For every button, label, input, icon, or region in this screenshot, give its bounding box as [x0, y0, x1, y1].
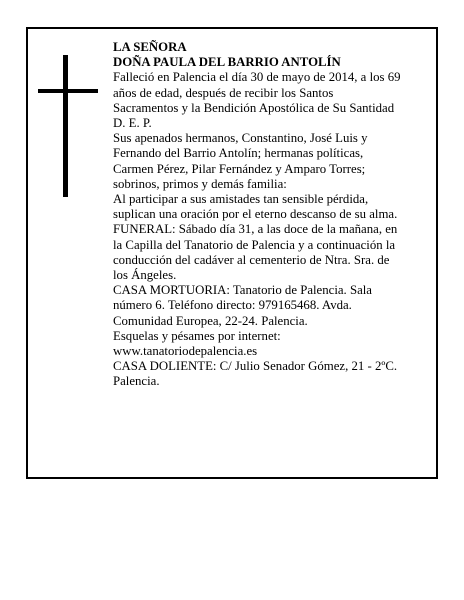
mortuary-line: CASA MORTUORIA: Tanatorio de Palencia. Sala	[113, 283, 372, 298]
family-home-line: Palencia.	[113, 374, 160, 389]
obituary-line: Sus apenados hermanos, Constantino, José Luis y	[113, 131, 368, 146]
mortuary-line: número 6. Teléfono directo: 979165468. Avda.	[113, 298, 352, 313]
obituary-line: Falleció en Palencia el día 30 de mayo de 2014, a los 69	[113, 70, 401, 85]
obituary-line: Sacramentos y la Bendición Apostólica de Su Santidad	[113, 100, 395, 115]
obituary-line: sobrinos, primos y demás familia:	[113, 176, 287, 191]
internet-line: Esquelas y pésames por internet:	[113, 328, 281, 343]
cross-horizontal-bar	[38, 89, 98, 93]
deceased-name: DOÑA PAULA DEL BARRIO ANTOLÍN	[113, 55, 341, 70]
obituary-line: Carmen Pérez, Pilar Fernández y Amparo Torres;	[113, 161, 366, 176]
cross-vertical-bar	[63, 55, 68, 197]
funeral-line: FUNERAL: Sábado día 31, a las doce de la mañana, en	[113, 222, 398, 237]
funeral-line: la Capilla del Tanatorio de Palencia y a continuación la	[113, 237, 396, 252]
obituary-line: suplican una oración por el eterno descanso de su alma.	[113, 207, 398, 222]
obituary-line: Fernando del Barrio Antolín; hermanas políticas,	[113, 146, 364, 161]
funeral-line: los Ángeles.	[113, 268, 177, 283]
obituary-line: años de edad, después de recibir los Santos	[113, 85, 334, 100]
cross-icon	[38, 55, 98, 197]
mortuary-line: Comunidad Europea, 22-24. Palencia.	[113, 313, 308, 328]
family-home-line: CASA DOLIENTE: C/ Julio Senador Gómez, 21 - 2ºC.	[113, 359, 398, 374]
obituary-line: D. E. P.	[113, 116, 152, 131]
funeral-line: conducción del cadáver al cementerio de Ntra. Sra. de	[113, 252, 390, 267]
obituary-title: LA SEÑORA	[113, 40, 187, 54]
website-url: www.tanatoriodepalencia.es	[113, 344, 258, 359]
obituary-text	[113, 40, 431, 390]
obituary-line: Al participar a sus amistades tan sensible pérdida,	[113, 192, 369, 207]
